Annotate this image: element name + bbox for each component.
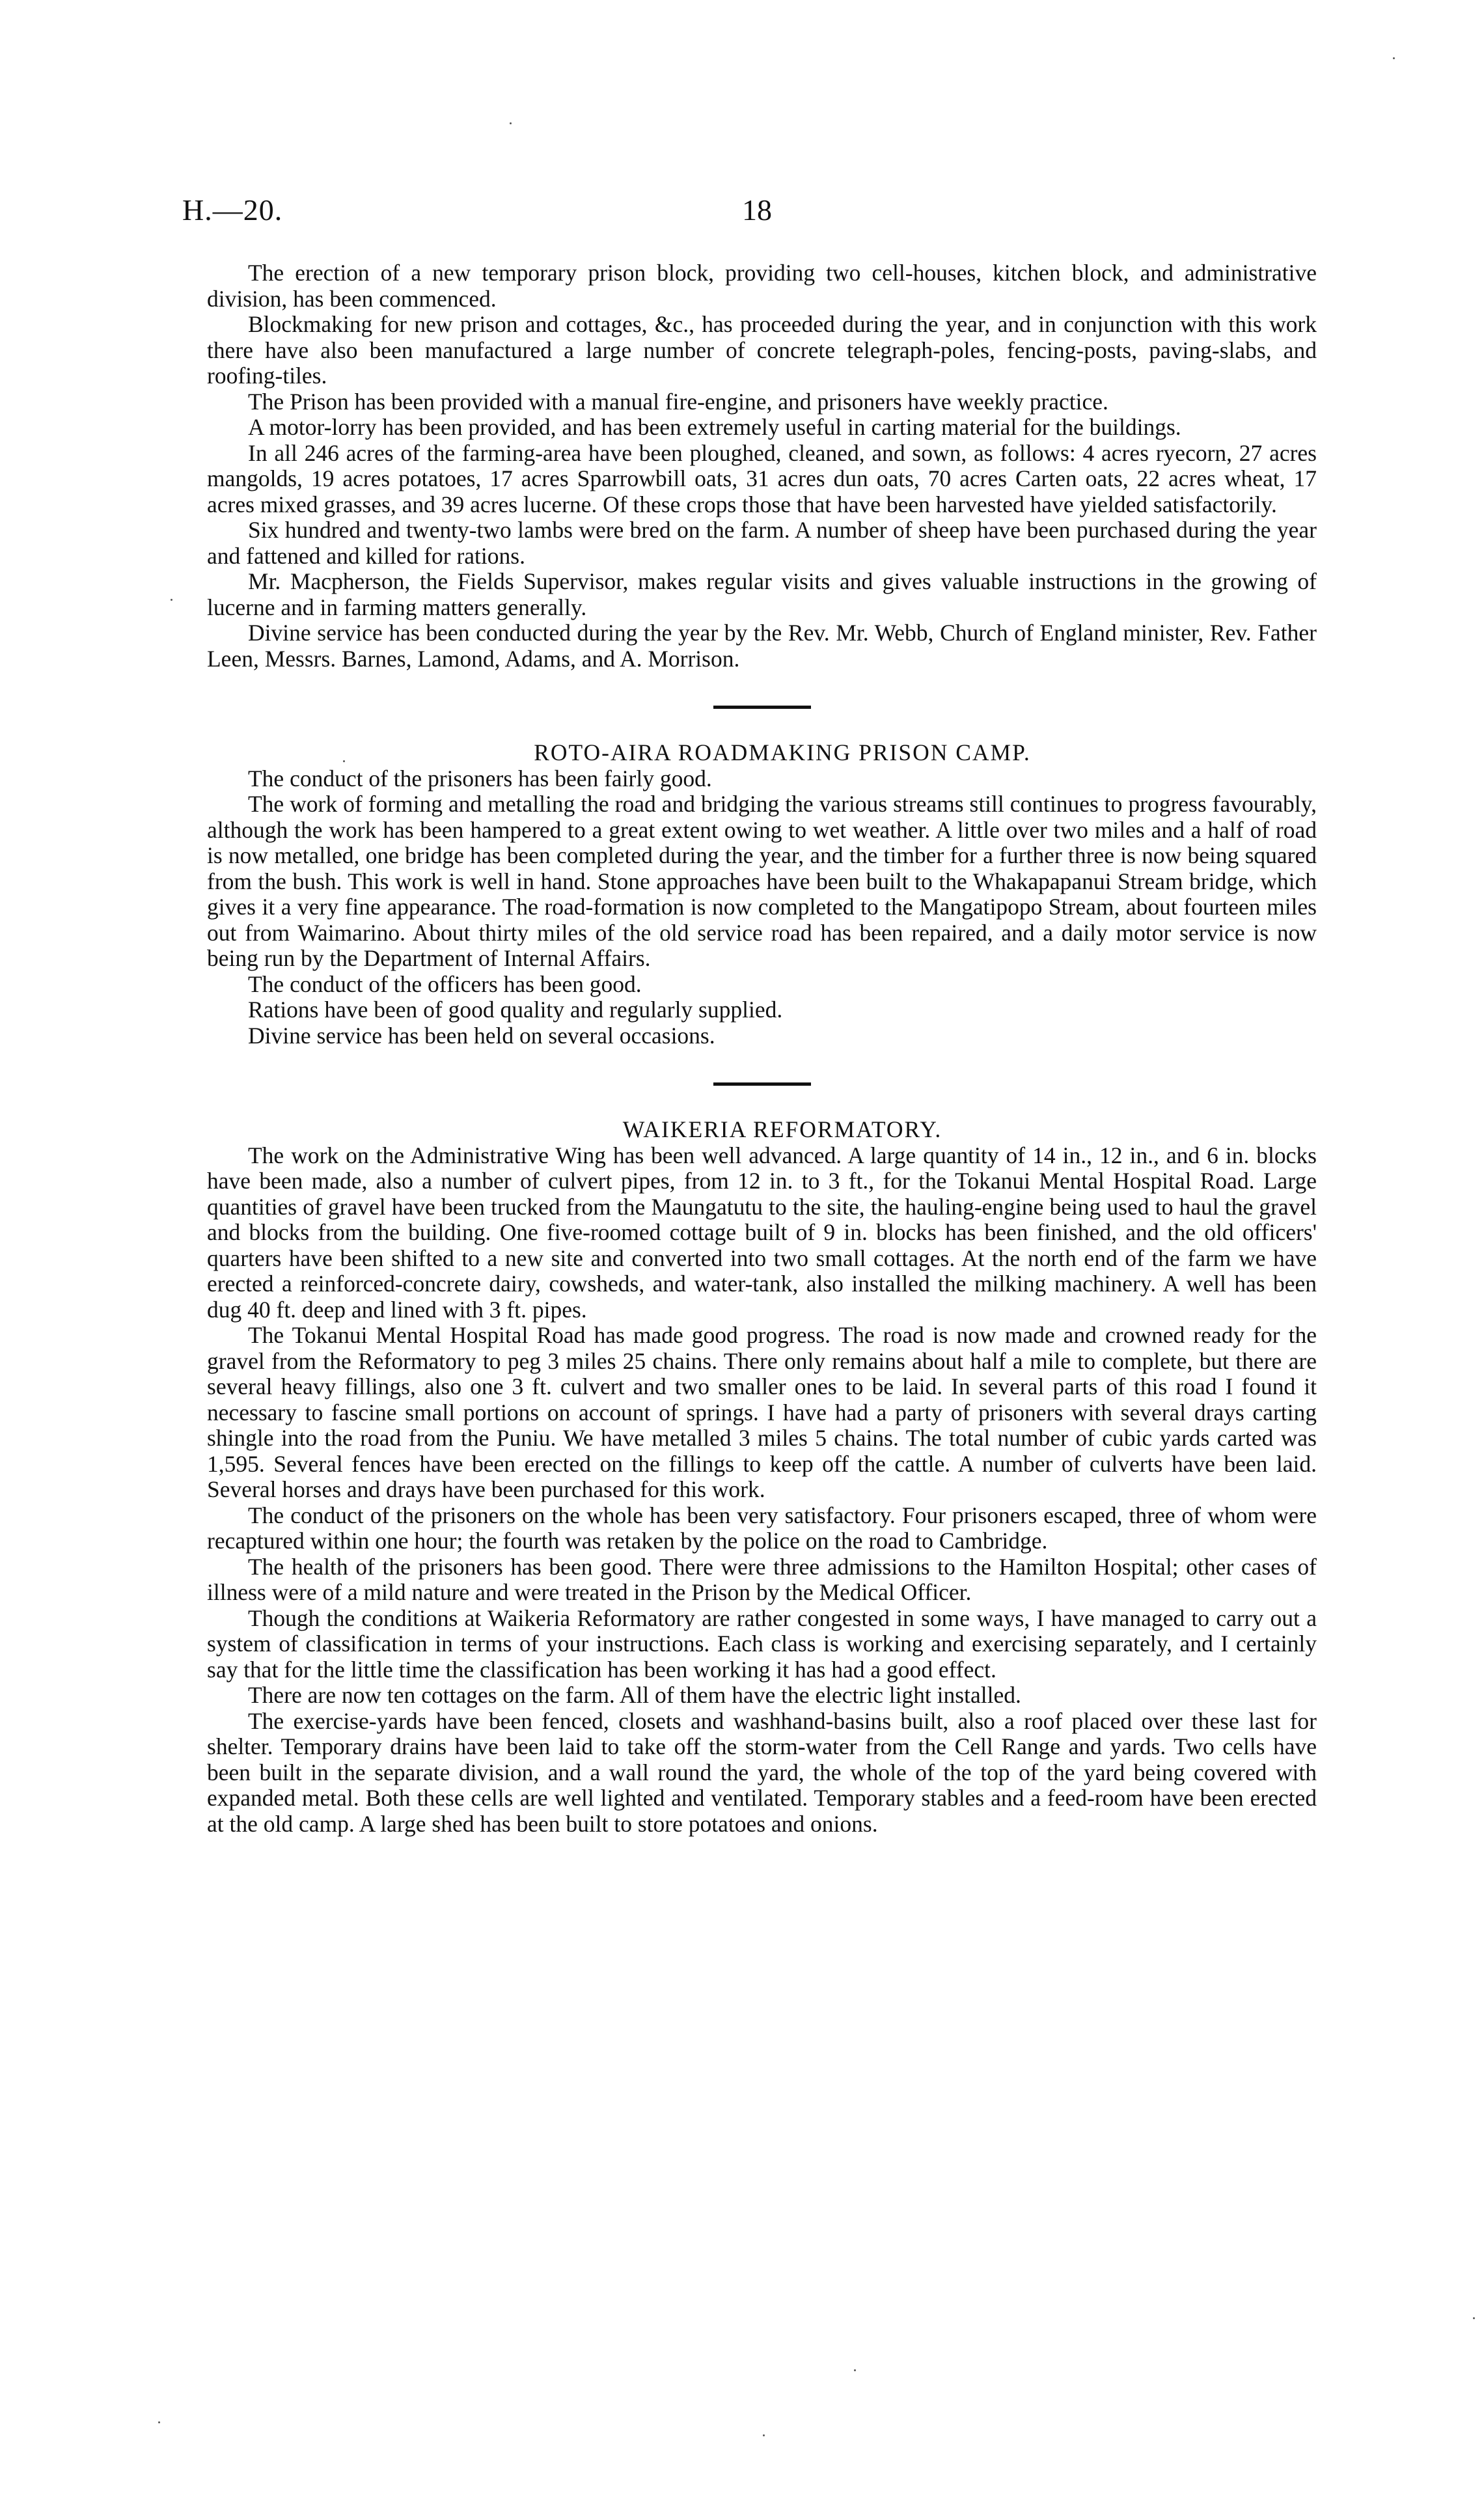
intro-section [207, 260, 1317, 672]
paragraph: The conduct of the officers has been good. [248, 971, 642, 997]
paragraph: Rations have been of good quality and regularly supplied. [248, 997, 783, 1023]
body-text [207, 260, 1317, 1837]
scan-speck [343, 760, 345, 762]
paragraph: The exercise-yards have been fenced, closets and washhand-basins built, also a roof placed over these last for shelter. Temporary drains have been laid to take off the storm-water from the Cell Range and yards. Two cells have been built in the separate division, and a wall round the yard, the whole of the top of the yard being covered with expanded metal. Both these cells are well lighted and ventilated. Temporary stables and a feed-room have been erected at the old camp. A large shed has been built to store potatoes and onions. [207, 1707, 1317, 1837]
paragraph: Divine service has been held on several occasions. [248, 1022, 715, 1049]
paragraph: Six hundred and twenty-two lambs were bred on the farm. A number of sheep have been purchased during the year and fattened and killed for rations. [207, 517, 1317, 569]
waikeria-section [207, 1117, 1317, 1837]
page-header [182, 193, 1328, 245]
paragraph: There are now ten cottages on the farm. All of them have the electric light installed. [248, 1682, 1021, 1708]
scan-speck [1393, 57, 1395, 59]
scan-speck [854, 2369, 856, 2371]
paragraph: Mr. Macpherson, the Fields Supervisor, makes regular visits and gives valuable instructions in the growing of lucerne and in farming matters generally. [207, 568, 1317, 620]
paragraph: A motor-lorry has been provided, and has been extremely useful in carting material for the buildings. [248, 414, 1181, 440]
paragraph: Blockmaking for new prison and cottages, &c., has proceeded during the year, and in conjunction with this work there have also been manufactured a large number of concrete telegraph-poles, fencing-posts, paving-slabs, and roofing-tiles. [207, 311, 1317, 389]
scan-speck [510, 122, 512, 124]
paragraph: The work of forming and metalling the road and bridging the various streams still continues to progress favourably, although the work has been hampered to a great extent owing to wet weather. A little over two miles and a half of road is now metalled, one bridge has been completed during the year, and the timber for a further three is now being squared from the bush. This work is well in hand. Stone approaches have been built to the Whakapapanui Stream bridge, which gives it a very fine appearance. The road-formation is now completed to the Mangatipopo Stream, about fourteen miles out from Waimarino. About thirty miles of the old service road has been repaired, and a daily motor service is now being run by the Department of Internal Affairs. [207, 791, 1317, 971]
page-number: 18 [742, 193, 772, 227]
roto-aira-section [207, 740, 1317, 1049]
paragraph: The Prison has been provided with a manual fire-engine, and prisoners have weekly practice. [248, 388, 1108, 415]
paragraph: The erection of a new temporary prison block, providing two cell-houses, kitchen block, and administrative division, has been commenced. [207, 260, 1317, 312]
paragraph: The work on the Administrative Wing has been well advanced. A large quantity of 14 in., 12 in., and 6 in. blocks have been made, also a number of culvert pipes, from 12 in. to 3 ft., for the Tokanui Mental Hospital Road. Large quantities of gravel have been trucked from the Maungatutu to the site, the hauling-engine being used to haul the gravel and blocks from the building. One five-roomed cottage built of 9 in. blocks has been finished, and the old officers' quarters have been shifted to a new site and converted into two small cottages. At the north end of the farm we have erected a reinforced-concrete dairy, cowsheds, and water-tank, also installed the milking machinery. A well has been dug 40 ft. deep and lined with 3 ft. pipes. [207, 1142, 1317, 1323]
paragraph: The conduct of the prisoners has been fairly good. [248, 765, 712, 792]
paragraph: Divine service has been conducted during the year by the Rev. Mr. Webb, Church of England minister, Rev. Father Leen, Messrs. Barnes, Lamond, Adams, and A. Morrison. [207, 620, 1317, 672]
paragraph: The health of the prisoners has been good. There were three admissions to the Hamilton Hospital; other cases of illness were of a mild nature and were treated in the Prison by the Medical Officer. [207, 1553, 1317, 1605]
scan-speck [1473, 2317, 1475, 2319]
paragraph: The conduct of the prisoners on the whole has been very satisfactory. Four prisoners escaped, three of whom were recaptured within one hour; the fourth was retaken by the police on the road to Cambridge. [207, 1502, 1317, 1554]
section-heading: ROTO-AIRA ROADMAKING PRISON CAMP. [534, 739, 1031, 765]
scan-speck [158, 2421, 160, 2423]
scan-speck [763, 2434, 765, 2436]
paragraph: The Tokanui Mental Hospital Road has made good progress. The road is now made and crowned ready for the gravel from the Reformatory to peg 3 miles 25 chains. There only remains about half a mile to complete, but there are several heavy fillings, also one 3 ft. culvert and two smaller ones to be laid. In several parts of this road I found it necessary to fascine small portions on account of springs. I have had a party of prisoners with several drays carting shingle into the road from the Puniu. We have metalled 3 miles 5 chains. The total number of cubic yards carted was 1,595. Several fences have been erected on the fillings to keep off the cattle. A number of culverts have been laid. Several horses and drays have been purchased for this work. [207, 1322, 1317, 1502]
section-divider [713, 706, 811, 709]
section-divider [713, 1082, 811, 1086]
scan-speck [171, 599, 172, 601]
paragraph: In all 246 acres of the farming-area have been ploughed, cleaned, and sown, as follows: 4 acres ryecorn, 27 acres mangolds, 19 acres potatoes, 17 acres Sparrowbill oats, 31 acres dun oats, 70 acres Carten oats, 22 acres wheat, 17 acres mixed grasses, and 39 acres lucerne. Of these crops those that have been harvested have yielded satisfactorily. [207, 439, 1317, 517]
paragraph: Though the conditions at Waikeria Reformatory are rather congested in some ways, I have managed to carry out a system of classification in terms of your instructions. Each class is working and exercising separately, and I certainly say that for the little time the classification has been working it has had a good effect. [207, 1604, 1317, 1683]
section-heading: WAIKERIA REFORMATORY. [622, 1116, 942, 1142]
document-id: H.—20. [182, 193, 283, 227]
